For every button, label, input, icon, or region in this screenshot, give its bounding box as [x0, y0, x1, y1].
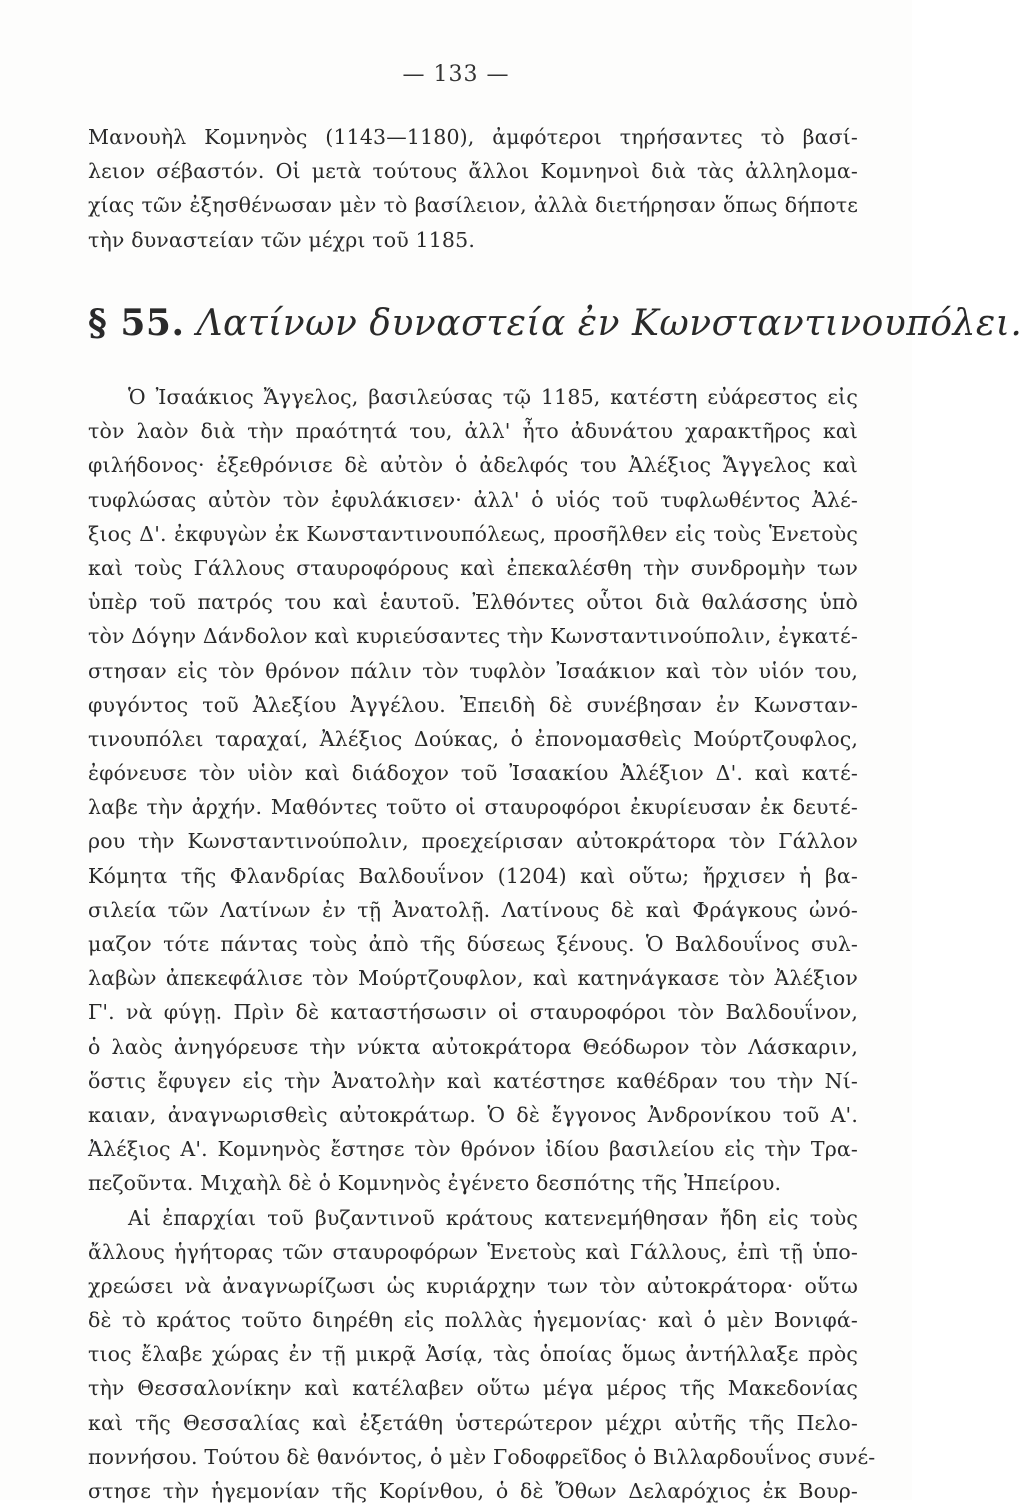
text-line: Αἱ ἐπαρχίαι τοῦ βυζαντινοῦ κράτους κατενεμήθησαν ἤδη εἰς τοὺς [128, 1205, 858, 1230]
text-line: καιαν, ἀναγνωρισθεὶς αὐτοκράτωρ. Ὁ δὲ ἔγγονος Ἀνδρονίκου τοῦ Α'. [88, 1102, 858, 1127]
text-line: ξιος Δ'. ἐκφυγὼν ἐκ Κωνσταντινουπόλεως, προσῆλθεν εἰς τοὺς Ἑνετοὺς [88, 521, 858, 546]
text-line: ρου τὴν Κωνσταντινούπολιν, προεχείρισαν αὐτοκράτορα τὸν Γάλλον [88, 829, 858, 854]
body-text [88, 380, 876, 1508]
text-line: ὁ λαὸς ἀνηγόρευσε τὴν νύκτα αὐτοκράτορα Θεόδωρον τὸν Λάσκαριν, [88, 1034, 858, 1059]
text-line: ἐφόνευσε τὸν υἱὸν καὶ διάδοχον τοῦ Ἰσαακίου Ἀλέξιον Δ'. καὶ κατέ- [88, 761, 858, 786]
text-line: τυφλώσας αὐτὸν τὸν ἐφυλάκισεν· ἀλλ' ὁ υἱός τοῦ τυφλωθέντος Ἀλέ- [88, 487, 858, 512]
section-symbol: § 55. [88, 302, 185, 344]
text-line: τὸν λαὸν διὰ τὴν πραότητά του, ἀλλ' ἦτο ἀδυνάτου χαρακτῆρος καὶ [88, 419, 858, 444]
text-line: μαζον τότε πάντας τοὺς ἀπὸ τῆς δύσεως ξένους. Ὁ Βαλδουΐνος συλ- [88, 932, 858, 956]
text-line: καὶ τοὺς Γάλλους σταυροφόρους καὶ ἐπεκαλέσθη τὴν συνδρομὴν των [88, 555, 858, 580]
text-line: χίας τῶν ἐξησθένωσαν μὲν τὸ βασίλειον, ἀλλὰ διετήρησαν ὅπως δήποτε [88, 193, 858, 218]
text-line: τὸν Δόγην Δάνδολον καὶ κυριεύσαντες τὴν Κωνσταντινούπολιν, ἐγκατέ- [88, 624, 858, 649]
text-line: ὅστις ἔφυγεν εἰς τὴν Ἀνατολὴν καὶ κατέστησε καθέδραν του τὴν Νί- [88, 1068, 858, 1093]
text-line: σιλεία τῶν Λατίνων ἐν τῇ Ἀνατολῇ. Λατίνους δὲ καὶ Φράγκους ὠνό- [88, 897, 858, 922]
text-line: Κόμητα τῆς Φλανδρίας Βαλδουΐνον (1204) καὶ οὕτω; ἤρχισεν ἡ βα- [88, 863, 858, 888]
section-title: Λατίνων δυναστεία ἐν Κωνσταντινουπόλει. [196, 303, 1022, 344]
page-number: — 133 — [402, 62, 510, 87]
text-line: φυγόντος τοῦ Ἀλεξίου Ἀγγέλου. Ἐπειδὴ δὲ συνέβησαν ἐν Κωνσταν- [88, 692, 858, 717]
section-heading [88, 298, 1022, 348]
text-line: τινουπόλει ταραχαί, Ἀλέξιος Δούκας, ὁ ἐπονομασθεὶς Μούρτζουφλος, [88, 726, 858, 751]
text-line: πεζοῦντα. Μιχαὴλ δὲ ὁ Κομνηνὸς ἐγένετο δεσπότης τῆς Ἠπείρου. [88, 1171, 782, 1196]
text-line: στησαν εἰς τὸν θρόνον πάλιν τὸν τυφλὸν Ἰσαάκιον καὶ τὸν υἱόν του, [88, 658, 858, 683]
text-line: καὶ τῆς Θεσσαλίας καὶ ἐξετάθη ὑστερώτερον μέχρι αὐτῆς τῆς Πελο- [88, 1410, 858, 1435]
text-line: ποννήσου. Τούτου δὲ θανόντος, ὁ μὲν Γοδοφρεῖδος ὁ Βιλλαρδουΐνος συνέ- [88, 1444, 876, 1469]
text-line: ἄλλους ἡγήτορας τῶν σταυροφόρων Ἑνετοὺς καὶ Γάλλους, ἐπὶ τῇ ὑπο- [88, 1239, 858, 1264]
text-line: λαβε τὴν ἀρχήν. Μαθόντες τοῦτο οἱ σταυροφόροι ἐκυρίευσαν ἐκ δευτέ- [88, 795, 858, 820]
text-line: λαβὼν ἀπεκεφάλισε τὸν Μούρτζουφλον, καὶ κατηνάγκασε τὸν Ἀλέξιον [88, 966, 858, 991]
text-line: λειον σέβαστόν. Οἱ μετὰ τούτους ἄλλοι Κομνηνοὶ διὰ τὰς ἀλληλομα- [88, 159, 858, 184]
text-line: Μανουὴλ Κομνηνὸς (1143—1180), ἀμφότεροι τηρήσαντες τὸ βασί- [88, 125, 858, 149]
text-line: τὴν δυναστείαν τῶν μέχρι τοῦ 1185. [88, 227, 475, 252]
text-line: δὲ τὸ κράτος τοῦτο διηρέθη εἰς πολλὰς ἡγεμονίας· καὶ ὁ μὲν Βονιφά- [88, 1308, 858, 1333]
text-line: τιος ἔλαβε χώρας ἐν τῇ μικρᾷ Ἀσίᾳ, τὰς ὁποίας ὅμως ἀντήλλαξε πρὸς [88, 1342, 858, 1367]
text-line: χρεώσει νὰ ἀναγνωρίζωσι ὡς κυριάρχην των τὸν αὐτοκράτορα· οὕτω [88, 1273, 858, 1298]
text-line: φιλήδονος· ἐξεθρόνισε δὲ αὐτὸν ὁ ἀδελφός του Ἀλέξιος Ἄγγελος καὶ [88, 453, 858, 478]
text-line: στησε τὴν ἡγεμονίαν τῆς Κορίνθου, ὁ δὲ Ὄθων Δελαρόχιος ἐκ Βουρ- [88, 1479, 858, 1503]
text-line: Ὁ Ἰσαάκιος Ἄγγελος, βασιλεύσας τῷ 1185, κατέστη εὐάρεστος εἰς [128, 385, 858, 409]
text-line: Γ'. νὰ φύγῃ. Πρὶν δὲ καταστήσωσιν οἱ σταυροφόροι τὸν Βαλδουΐνον, [88, 1000, 858, 1025]
intro-paragraph [88, 120, 858, 257]
text-line: τὴν Θεσσαλονίκην καὶ κατέλαβεν οὕτω μέγα μέρος τῆς Μακεδονίας [88, 1376, 858, 1401]
text-line: ὑπὲρ τοῦ πατρός του καὶ ἑαυτοῦ. Ἐλθόντες οὗτοι διὰ θαλάσσης ὑπὸ [88, 590, 858, 615]
text-line: Ἀλέξιος Α'. Κομνηνὸς ἔστησε τὸν θρόνον ἰδίου βασιλείου εἰς τὴν Τρα- [88, 1137, 858, 1162]
